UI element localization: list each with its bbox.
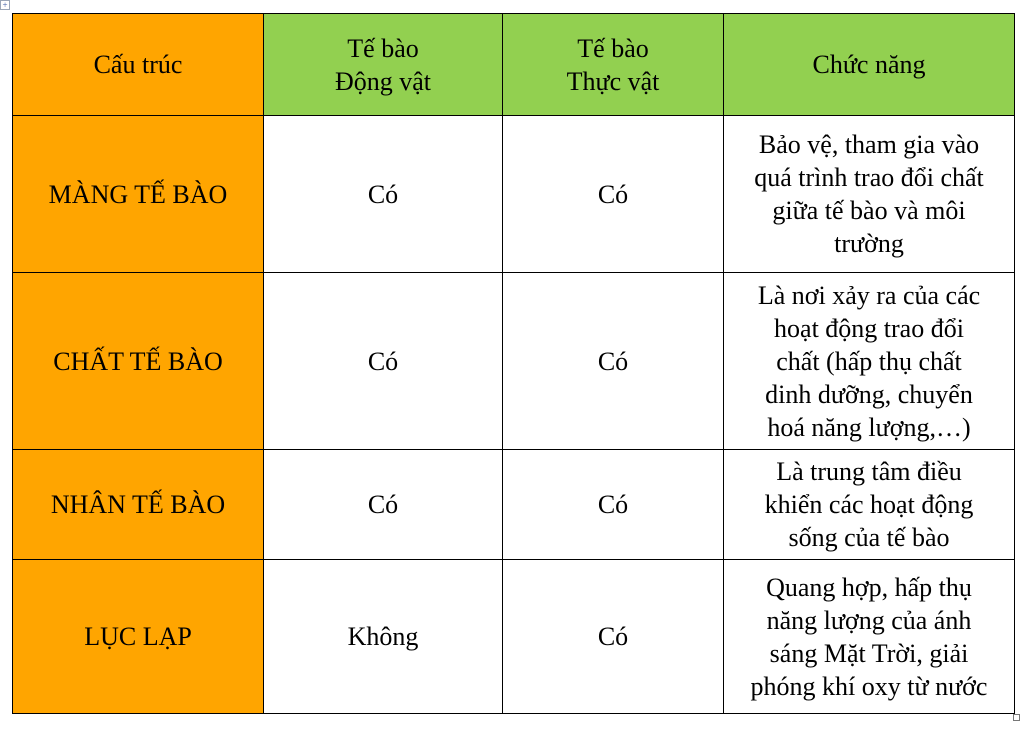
cell-structure-table	[12, 13, 1015, 714]
function-line: hoá năng lượng,…)	[767, 412, 971, 442]
function-line: dinh dưỡng, chuyển	[765, 379, 973, 409]
function-line: quá trình trao đổi chất	[754, 163, 984, 192]
row-label-nucleus: NHÂN TẾ BÀO	[13, 450, 264, 560]
function-line: hoạt động trao đổi	[774, 313, 964, 343]
function-line: năng lượng của ánh	[766, 605, 972, 635]
plant-value: Có	[503, 450, 724, 560]
function-text	[724, 560, 1015, 714]
header-function-label: Chức năng	[812, 50, 926, 79]
function-line: trường	[834, 229, 904, 258]
table-row	[13, 273, 1015, 450]
animal-value: Có	[264, 450, 503, 560]
header-plant-cell	[503, 14, 724, 116]
function-text	[724, 273, 1015, 450]
row-label-cytoplasm: CHẤT TẾ BÀO	[13, 273, 264, 450]
function-line: Bảo vệ, tham gia vào	[758, 130, 980, 159]
header-animal-line2: Động vật	[334, 66, 432, 96]
header-row	[13, 14, 1015, 116]
function-line: sáng Mặt Trời, giải	[769, 638, 969, 668]
function-line: giữa tế bào và môi	[772, 196, 966, 225]
plant-value: Có	[503, 560, 724, 714]
animal-value: Có	[264, 116, 503, 273]
plant-value: Có	[503, 273, 724, 450]
header-structure-label: Cấu trúc	[93, 50, 183, 79]
function-line: Quang hợp, hấp thụ	[766, 572, 972, 602]
header-function	[724, 14, 1015, 116]
function-line: phóng khí oxy từ nước	[750, 671, 988, 701]
function-line: Là nơi xảy ra của các	[757, 280, 981, 310]
header-animal-cell	[264, 14, 503, 116]
table-row	[13, 450, 1015, 560]
table-resize-handle[interactable]	[1013, 714, 1020, 721]
header-plant-line2: Thực vật	[566, 66, 660, 96]
function-line: Là trung tâm điều	[776, 457, 962, 486]
table-row	[13, 116, 1015, 273]
function-line: sống của tế bào	[788, 523, 950, 552]
header-plant-line1: Tế bào	[577, 33, 649, 63]
function-line: khiển các hoạt động	[764, 490, 974, 519]
function-text	[724, 116, 1015, 273]
function-text	[724, 450, 1015, 560]
function-line: chất (hấp thụ chất	[776, 346, 962, 376]
animal-value: Không	[264, 560, 503, 714]
row-label-chloroplast: LỤC LẠP	[13, 560, 264, 714]
table-row	[13, 560, 1015, 714]
header-structure	[13, 14, 264, 116]
move-cross-icon[interactable]: +	[0, 0, 10, 10]
header-animal-line1: Tế bào	[347, 33, 419, 63]
row-label-membrane: MÀNG TẾ BÀO	[13, 116, 264, 273]
animal-value: Có	[264, 273, 503, 450]
plant-value: Có	[503, 116, 724, 273]
